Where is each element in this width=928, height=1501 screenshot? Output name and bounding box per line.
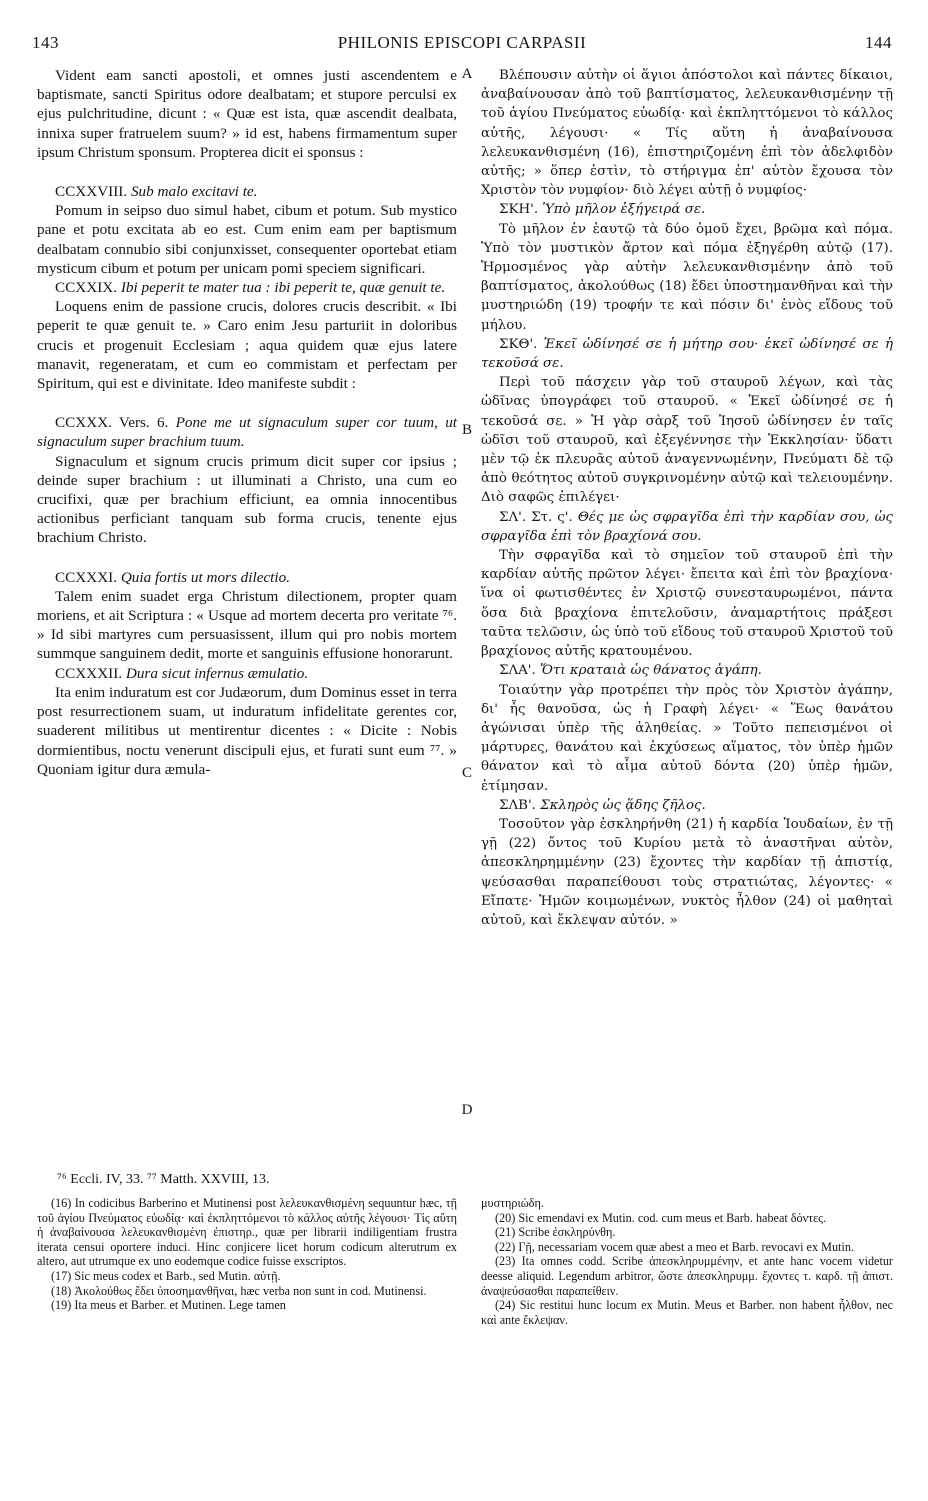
greek-paragraph: Τὸ μῆλον ἐν ἑαυτῷ τὰ δύο ὁμοῦ ἔχει, βρῶμα καὶ πόμα. Ὑπὸ τὸν μυστικὸν ἄρτον καὶ πόμα ἐξηγέρθη αὐτῷ (17). Ἡρμοσμένος γὰρ αὐτὴν λελευκανθισμένην ἀπὸ τοῦ βαπτίσματος, ἀκολούθως (18) ἔδει ὑποστημανθῆναι καὶ τὴν μυστηριώδη (19) τροφήν τε καὶ πόσιν δι' ἑνὸς εἴδους τοῦ μήλου. bbox=[481, 221, 893, 333]
greek-column bbox=[481, 66, 893, 930]
section-number: CCXXVIII. bbox=[55, 183, 128, 201]
note-21: (21) Scribe ἐσκληρύνθη. bbox=[495, 1225, 616, 1240]
section-heading bbox=[481, 796, 893, 815]
section-lemma: Pone me ut signaculum super cor tuum, ut signaculum super brachium tuum. bbox=[37, 414, 458, 451]
section-number: CCXXXI. bbox=[55, 568, 118, 586]
page-number-left: 143 bbox=[32, 33, 59, 52]
section-heading bbox=[37, 182, 457, 201]
latin-paragraph: Pomum in seipso duo simul habet, cibum et potum. Sub mystico pane et potu excitata ab eo est. Cum enim eam per baptismum dealbatam connubio sibi conjunxisset, consequenter oportebat etiam mysticum cibum et potum per unicam pomi speciem significari. bbox=[37, 202, 457, 277]
margin-marker-c: C bbox=[461, 765, 472, 781]
section-heading bbox=[37, 278, 457, 297]
section-lemma: Θές με ὡς σφραγῖδα ἐπὶ τὴν καρδίαν σου, ὡς σφραγῖδα ἐπὶ τὸν βραχίονά σου. bbox=[481, 509, 893, 544]
section-number: ΣΚΘ'. bbox=[499, 336, 538, 352]
section-heading bbox=[481, 335, 893, 373]
section-number: ΣΛΑ'. bbox=[499, 663, 536, 679]
running-header bbox=[32, 33, 892, 59]
section-lemma: Dura sicut infernus æmulatio. bbox=[125, 664, 309, 682]
section-heading bbox=[481, 661, 893, 680]
greek-paragraph: Βλέπουσιν αὐτὴν οἱ ἅγιοι ἀπόστολοι καὶ πάντες δίκαιοι, ἀναβαίνουσαν ἀπὸ τοῦ βαπτίσματος, λελευκανθισμένην τῇ τοῦ ἁγίου Πνεύματος εὐωδίᾳ· καὶ ἐκπληττόμενοι τὸ κάλλος αὐτῆς, λέγουσι· « Τίς αὕτη ἡ ἀναβαίνουσα λελευκανθισμένη (16), ἐπιστηριζομένη ἐπὶ τὸν ἀδελφιδὸν αὐτῆς; » ὅπερ ἐστὶν, τὸ στήριγμα ἐπ' αὐτὸν ἔχουσα τὸν Χριστὸν τὸν νυμφίον· διὸ λέγει αὐτῇ ὁ νυμφίος· bbox=[481, 68, 893, 199]
section-number: CCXXXII. bbox=[55, 664, 123, 682]
section-lemma: Ibi peperit te mater tua : ibi peperit te, quæ genuit te. bbox=[120, 279, 446, 297]
section-number: ΣΛ'. Στ. ς'. bbox=[499, 509, 573, 525]
note-20: (20) Sic emendavi ex Mutin. cod. cum meus et Barb. habeat δόντες. bbox=[495, 1210, 827, 1225]
section-lemma: Quia fortis ut mors dilectio. bbox=[120, 568, 291, 586]
notes-left bbox=[37, 1196, 457, 1313]
note-24: (24) Sic restitui hunc locum ex Mutin. Meus et Barber. non habent ἦλθον, nec καὶ ante ἔκλεψαν. bbox=[481, 1298, 893, 1327]
section-number: CCXXX. Vers. 6. bbox=[55, 414, 169, 432]
scripture-references: ⁷⁶ Eccli. IV, 33. ⁷⁷ Matth. XXVIII, 13. bbox=[57, 1172, 270, 1187]
section-lemma: Ὅτι κραταιὰ ὡς θάνατος ἀγάπη. bbox=[540, 663, 762, 679]
note-23: (23) Ita omnes codd. Scribe ἀπεσκληρυμμένην, et ante hanc vocem videtur deesse aliquid. Legendum arbitror, ὥστε ἀπεσκληρυμμ. ἔχοντες τ. καρδ. τῇ ἀπιστ. ἀναψεύσασθαι παραπείθειν. bbox=[481, 1254, 893, 1298]
greek-paragraph: Περὶ τοῦ πάσχειν γὰρ τοῦ σταυροῦ λέγων, καὶ τὰς ὠδῖνας ὑπογράφει τοῦ σταυροῦ. « Ἐκεῖ ὠδίνησέ σε ἡ τεκοῦσά σε. » Ἡ γὰρ σὰρξ τοῦ Ἰησοῦ ὠδίνησεν ἐν ταῖς ὠδῖσι τοῦ σταυροῦ, καὶ ἐξεγέννησε τὴν Ἐκκλησίαν· ὕδατι μὲν τῷ ἐκ πλευρᾶς αὐτοῦ ἀναγεννωμένην, Πνεύματι δὲ τῷ ἀπὸ θεότητος αὐτοῦ συγκρινομένην αὐτῷ καὶ τελειουμένην. Διὸ σαφῶς ἐπιλέγει· bbox=[481, 375, 893, 506]
latin-paragraph: Ita enim induratum est cor Judæorum, dum Dominus esset in terra post resurrectionem suam, ut induratum infidelitate gerentes cor, suaderent militibus ut mentirentur dicentes : « Dicite : Nobis dormientibus, noctu venerunt discipuli ejus, et furati sunt eum ⁷⁷. » Quoniam igitur dura æmula- bbox=[37, 683, 457, 778]
section-lemma: Σκληρὸς ὡς ᾅδης ζῆλος. bbox=[540, 797, 706, 813]
section-heading bbox=[481, 200, 893, 219]
section-number: ΣΚΗ'. bbox=[499, 202, 539, 218]
latin-paragraph: Signaculum et signum crucis primum dicit super cor ipsius ; deinde super brachium : ut illuminati a Christo, una cum eo crucifixi, quæ per brachium efficiunt, ea omnia innocentibus actionibus perficiant tanquam sub forma crucis, tenente ejus brachium Christo. bbox=[37, 452, 457, 547]
section-lemma: Ἐκεῖ ὠδίνησέ σε ἡ μήτηρ σου· ἐκεῖ ὠδίνησέ σε ἡ τεκοῦσά σε. bbox=[481, 336, 893, 372]
notes-right bbox=[481, 1196, 893, 1327]
latin-paragraph: Loquens enim de passione crucis, dolores crucis describit. « Ibi peperit te quæ genuit te. » Caro enim Jesu parturiit in doloribus crucis et progenuit Ecclesiam ; aqua quidem quæ ejus latere manavit, regeneratam, et cum eo commistam et perfectam per Spiritum, qui est e divinitate. Ideo manifeste subdit : bbox=[37, 298, 457, 393]
section-number: ΣΛΒ'. bbox=[499, 797, 536, 813]
note-17: (17) Sic meus codex et Barb., sed Mutin. αὐτῇ. bbox=[51, 1268, 281, 1283]
note-22: (22) Γῇ, necessariam vocem quæ abest a meo et Barb. revocavi ex Mutin. bbox=[495, 1239, 854, 1254]
section-number: CCXXIX. bbox=[55, 279, 118, 297]
note-19: (19) Ita meus et Barber. et Mutinen. Lege tamen bbox=[51, 1298, 286, 1313]
margin-marker-a: A bbox=[461, 66, 473, 82]
greek-paragraph: Τοιαύτην γὰρ προτρέπει τὴν πρὸς τὸν Χριστὸν ἀγάπην, δι' ἧς θανοῦσα, ὡς ἡ Γραφὴ λέγει· « Ἕως θανάτου ἀγώνισαι ὑπὲρ τῆς ἀληθείας. » Τοῦτο πεπεισμένοι οἱ μάρτυρες, θανάτου καὶ ἐκχύσεως αἵματος, τὸν ὑπὲρ ἡμῶν θάνατον καὶ τὸ αἷμα αὐτοῦ δόντα (20) ὑπὲρ ἡμῶν, ἐτίμησαν. bbox=[481, 682, 893, 794]
margin-marker-d: D bbox=[461, 1102, 473, 1118]
greek-paragraph: Τοσοῦτον γὰρ ἐσκληρήνθη (21) ἡ καρδία Ἰουδαίων, ἐν τῇ γῇ (22) ὄντος τοῦ Κυρίου μετὰ τὸ ἀναστῆναι αὐτὸν, ἀπεσκληρημμένην (23) ἔχοντες τὴν καρδίαν τῇ ἀπιστίᾳ, ψεύσασθαι παραπείθουσι τοὺς στρατιώτας, λέγοντες· « Εἴπατε· Ἡμῶν κοιμωμένων, νυκτὸς ἦλθον (24) οἱ μαθηταὶ αὐτοῦ, καὶ ἔκλεψαν αὐτόν. » bbox=[481, 816, 893, 928]
section-heading bbox=[37, 664, 457, 683]
note-19-continued: μυστηριώδη. bbox=[481, 1196, 544, 1210]
section-lemma: Ὑπὸ μῆλον ἐξήγειρά σε. bbox=[542, 202, 706, 218]
page-number-right: 144 bbox=[865, 33, 892, 52]
note-16: (16) In codicibus Barberino et Mutinensi post λελευκανθισμένη sequuntur hæc, τῇ τοῦ ἁγίου Πνεύματος εὐωδίᾳ· καὶ ἐκπληττόμενοι τὸ κάλλος αὐτῆς λέγουσι· Τίς αὕτη ἡ ἀναβαίνουσα λελευκανθισμένη ἐπιστηρ., quæ per librarii indiligentiam frustra iterata censui oportere induci. Hinc conjicere licet horum codicum alterutrum ex altero, aut utrumque ex uno eodemque codice fuisse exscriptos. bbox=[37, 1196, 457, 1269]
section-heading bbox=[37, 413, 457, 451]
latin-paragraph: Talem enim suadet erga Christum dilectionem, propter quam moriens, et ait Scriptura : « Usque ad mortem decerta pro veritate ⁷⁶. » Id sibi martyres cum persuasissent, illum qui pro nobis mortem summque sanguinem dedit, morte et sanguinis effusione honorarunt. bbox=[37, 587, 457, 663]
section-lemma: Sub malo excitavi te. bbox=[130, 183, 258, 201]
latin-paragraph: Vident eam sancti apostoli, et omnes justi ascendentem e baptismate, sancti Spiritus odore dealbatam; et stupore perculsi ex ejus pulchritudine, dicunt : « Quæ est ista, quæ ascendit dealbata, innixa super fratruelem suum? » id est, habens firmamentum super ipsum Christum sponsum. Propterea dicit ei sponsus : bbox=[37, 67, 457, 161]
note-18: (18) Ἀκολούθως ἔδει ὑποσημανθῆναι, hæc verba non sunt in cod. Mutinensi. bbox=[51, 1283, 427, 1298]
section-heading bbox=[37, 568, 457, 587]
margin-marker-b: B bbox=[461, 422, 472, 438]
running-title: PHILONIS EPISCOPI CARPASII bbox=[337, 33, 587, 52]
section-heading bbox=[481, 508, 893, 546]
greek-paragraph: Τὴν σφραγῖδα καὶ τὸ σημεῖον τοῦ σταυροῦ ἐπὶ τὴν καρδίαν αὐτῆς πρῶτον λέγει· ἔπειτα καὶ ἐπὶ τὸν βραχίονα· ἵνα οἱ φωτισθέντες ἐν Χριστῷ συνεσταυρωμένοι, πάντα ὅσα διὰ βραχίονα ἐπιτελοῦσιν, ἀναμαρτήτοις πράξεσι ταῦτα τελῶσιν, ὡς ὑπὸ τοῦ εἴδους τοῦ σταυροῦ Χριστοῦ τοῦ βραχίονος αὐτῆς κρατουμένου. bbox=[481, 548, 893, 660]
latin-column bbox=[37, 66, 457, 779]
